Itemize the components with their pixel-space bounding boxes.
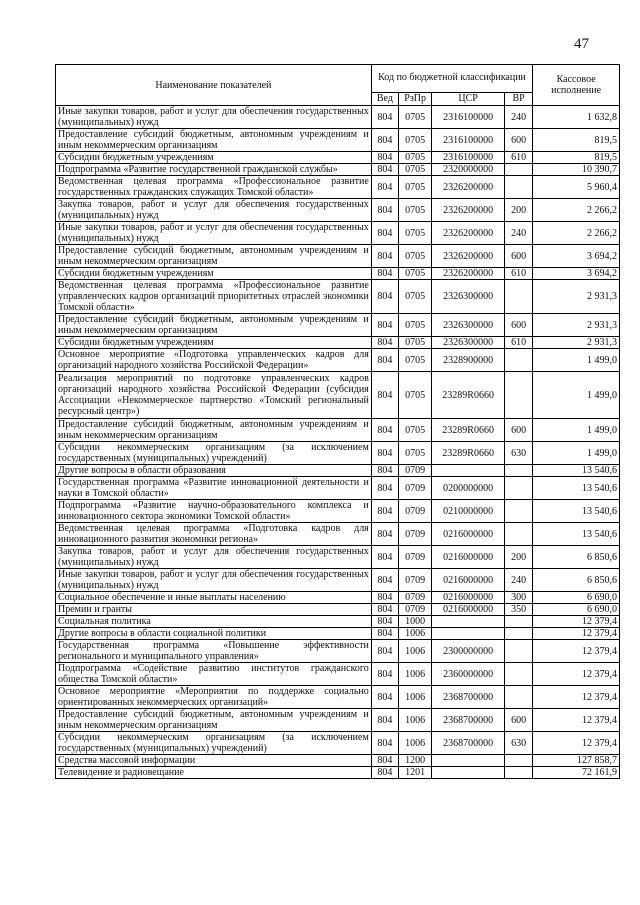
header-ved: Вед xyxy=(371,92,398,105)
row-ved: 804 xyxy=(371,592,398,604)
row-rzpr: 0709 xyxy=(399,592,432,604)
row-csr: 2326200000 xyxy=(432,245,505,268)
row-sum: 1 499,0 xyxy=(533,419,620,442)
row-name: Подпрограмма «Содействие развитию институтов гражданского общества Томской области» xyxy=(56,663,372,686)
row-rzpr: 0705 xyxy=(399,280,432,314)
row-sum: 1 499,0 xyxy=(533,442,620,465)
row-csr: 2328900000 xyxy=(432,349,505,372)
table-row xyxy=(56,732,620,755)
row-ved: 804 xyxy=(371,709,398,732)
row-name: Социальная политика xyxy=(56,616,372,628)
row-name: Подпрограмма «Развитие государственной гражданской службы» xyxy=(56,164,372,176)
row-name: Премии и гранты xyxy=(56,604,372,616)
header-name: Наименование показателей xyxy=(56,65,372,106)
row-vr: 240 xyxy=(504,222,532,245)
row-csr: 2368700000 xyxy=(432,686,505,709)
row-name: Субсидии бюджетным учреждениям xyxy=(56,268,372,280)
row-vr xyxy=(504,663,532,686)
row-ved: 804 xyxy=(371,523,398,546)
table-row xyxy=(56,616,620,628)
row-csr: 2360000000 xyxy=(432,663,505,686)
row-sum: 1 632,8 xyxy=(533,106,620,129)
row-csr: 2300000000 xyxy=(432,640,505,663)
row-name: Субсидии некоммерческим организациям (за исключением государственных (муниципальных) учреждений) xyxy=(56,442,372,465)
row-vr xyxy=(504,686,532,709)
table-row xyxy=(56,372,620,419)
row-csr: 2316100000 xyxy=(432,129,505,152)
table-row xyxy=(56,337,620,349)
row-sum: 5 960,4 xyxy=(533,176,620,199)
row-sum: 1 499,0 xyxy=(533,372,620,419)
row-sum: 2 266,2 xyxy=(533,222,620,245)
row-sum: 3 694,2 xyxy=(533,245,620,268)
page-number: 47 xyxy=(574,36,589,52)
row-ved: 804 xyxy=(371,349,398,372)
row-name: Предоставление субсидий бюджетным, автономным учреждениям и иным некоммерческим организациям xyxy=(56,419,372,442)
row-ved: 804 xyxy=(371,176,398,199)
row-ved: 804 xyxy=(371,546,398,569)
row-csr xyxy=(432,755,505,767)
row-name: Государственная программа «Повышение эффективности регионального и муниципального управления» xyxy=(56,640,372,663)
row-name: Предоставление субсидий бюджетным, автономным учреждениям и иным некоммерческим организациям xyxy=(56,129,372,152)
row-csr: 2326300000 xyxy=(432,337,505,349)
row-csr: 0216000000 xyxy=(432,546,505,569)
row-name: Иные закупки товаров, работ и услуг для обеспечения государственных (муниципальных) нужд xyxy=(56,222,372,245)
row-csr: 2326200000 xyxy=(432,222,505,245)
row-ved: 804 xyxy=(371,442,398,465)
row-sum: 12 379,4 xyxy=(533,709,620,732)
row-ved: 804 xyxy=(371,465,398,477)
row-csr: 2326200000 xyxy=(432,268,505,280)
row-name: Реализация мероприятий по подготовке управленческих кадров организаций народного хозяйства Российской Федерации (субсидия Ассоциации «Некоммерческое партнерство «Томский региональный ресурсный центр») xyxy=(56,372,372,419)
row-name: Закупка товаров, работ и услуг для обеспечения государственных (муниципальных) нужд xyxy=(56,199,372,222)
row-ved: 804 xyxy=(371,755,398,767)
table-row xyxy=(56,755,620,767)
row-vr: 200 xyxy=(504,199,532,222)
row-name: Субсидии бюджетным учреждениям xyxy=(56,152,372,164)
row-rzpr: 0705 xyxy=(399,106,432,129)
row-csr: 2316100000 xyxy=(432,152,505,164)
table-row xyxy=(56,152,620,164)
row-sum: 72 161,9 xyxy=(533,767,620,779)
table-row xyxy=(56,199,620,222)
row-vr xyxy=(504,767,532,779)
row-csr: 2326200000 xyxy=(432,176,505,199)
row-csr: 2320000000 xyxy=(432,164,505,176)
row-ved: 804 xyxy=(371,419,398,442)
table-row xyxy=(56,546,620,569)
row-ved: 804 xyxy=(371,268,398,280)
row-vr: 600 xyxy=(504,709,532,732)
row-rzpr: 0705 xyxy=(399,152,432,164)
row-ved: 804 xyxy=(371,686,398,709)
row-rzpr: 1006 xyxy=(399,628,432,640)
row-name: Субсидии бюджетным учреждениям xyxy=(56,337,372,349)
row-sum: 2 931,3 xyxy=(533,337,620,349)
table-row xyxy=(56,280,620,314)
row-vr xyxy=(504,616,532,628)
table-header xyxy=(56,65,620,106)
row-ved: 804 xyxy=(371,280,398,314)
row-ved: 804 xyxy=(371,616,398,628)
row-rzpr: 1201 xyxy=(399,767,432,779)
row-csr: 23289R0660 xyxy=(432,442,505,465)
row-rzpr: 1006 xyxy=(399,732,432,755)
row-ved: 804 xyxy=(371,604,398,616)
row-rzpr: 0705 xyxy=(399,199,432,222)
row-ved: 804 xyxy=(371,569,398,592)
table-row xyxy=(56,767,620,779)
table-row xyxy=(56,314,620,337)
row-name: Закупка товаров, работ и услуг для обеспечения государственных (муниципальных) нужд xyxy=(56,546,372,569)
row-vr: 610 xyxy=(504,152,532,164)
row-ved: 804 xyxy=(371,477,398,500)
row-vr xyxy=(504,755,532,767)
table-row xyxy=(56,349,620,372)
row-csr: 0216000000 xyxy=(432,604,505,616)
row-name: Основное мероприятие «Мероприятия по поддержке социально ориентированных некоммерческих организаций» xyxy=(56,686,372,709)
row-name: Предоставление субсидий бюджетным, автономным учреждениям и иным некоммерческим организациям xyxy=(56,314,372,337)
row-csr: 23289R0660 xyxy=(432,372,505,419)
table-row xyxy=(56,709,620,732)
row-vr: 300 xyxy=(504,592,532,604)
table-row xyxy=(56,569,620,592)
row-sum: 13 540,6 xyxy=(533,500,620,523)
table-row xyxy=(56,465,620,477)
row-csr: 0210000000 xyxy=(432,500,505,523)
row-vr: 630 xyxy=(504,442,532,465)
header-code-group: Код по бюджетной классификации xyxy=(371,65,532,93)
row-vr: 600 xyxy=(504,129,532,152)
row-sum: 13 540,6 xyxy=(533,465,620,477)
row-sum: 127 858,7 xyxy=(533,755,620,767)
row-sum: 3 694,2 xyxy=(533,268,620,280)
row-vr: 610 xyxy=(504,337,532,349)
table-row xyxy=(56,129,620,152)
row-name: Предоставление субсидий бюджетным, автономным учреждениям и иным некоммерческим организациям xyxy=(56,245,372,268)
row-rzpr: 0709 xyxy=(399,465,432,477)
row-rzpr: 0705 xyxy=(399,337,432,349)
table-row xyxy=(56,245,620,268)
row-rzpr: 0709 xyxy=(399,569,432,592)
row-csr: 0200000000 xyxy=(432,477,505,500)
row-name: Социальное обеспечение и иные выплаты населению xyxy=(56,592,372,604)
header-csr: ЦСР xyxy=(432,92,505,105)
table-row xyxy=(56,176,620,199)
row-csr: 2368700000 xyxy=(432,709,505,732)
row-csr: 2368700000 xyxy=(432,732,505,755)
row-rzpr: 0709 xyxy=(399,523,432,546)
row-vr xyxy=(504,280,532,314)
row-csr xyxy=(432,616,505,628)
row-rzpr: 0705 xyxy=(399,372,432,419)
row-sum: 2 931,3 xyxy=(533,280,620,314)
row-ved: 804 xyxy=(371,199,398,222)
row-rzpr: 0705 xyxy=(399,245,432,268)
row-sum: 1 499,0 xyxy=(533,349,620,372)
row-ved: 804 xyxy=(371,640,398,663)
row-vr: 610 xyxy=(504,268,532,280)
row-csr: 0216000000 xyxy=(432,592,505,604)
row-rzpr: 1006 xyxy=(399,640,432,663)
row-vr xyxy=(504,640,532,663)
row-vr: 240 xyxy=(504,569,532,592)
header-vr: ВР xyxy=(504,92,532,105)
row-ved: 804 xyxy=(371,129,398,152)
row-csr: 23289R0660 xyxy=(432,419,505,442)
row-vr xyxy=(504,523,532,546)
header-cash-execution: Кассовое исполнение xyxy=(533,65,620,106)
row-sum: 12 379,4 xyxy=(533,628,620,640)
table-row xyxy=(56,419,620,442)
table-row xyxy=(56,663,620,686)
row-sum: 12 379,4 xyxy=(533,640,620,663)
row-sum: 6 690,0 xyxy=(533,604,620,616)
table-row xyxy=(56,500,620,523)
row-rzpr: 1200 xyxy=(399,755,432,767)
row-rzpr: 0709 xyxy=(399,546,432,569)
row-vr: 600 xyxy=(504,314,532,337)
row-rzpr: 0705 xyxy=(399,442,432,465)
row-name: Предоставление субсидий бюджетным, автономным учреждениям и иным некоммерческим организациям xyxy=(56,709,372,732)
row-sum: 10 390,7 xyxy=(533,164,620,176)
row-sum: 6 690,0 xyxy=(533,592,620,604)
row-rzpr: 0705 xyxy=(399,268,432,280)
row-name: Ведомственная целевая программа «Подготовка кадров для инновационного развития экономики региона» xyxy=(56,523,372,546)
table-row xyxy=(56,164,620,176)
row-ved: 804 xyxy=(371,500,398,523)
row-rzpr: 1006 xyxy=(399,686,432,709)
row-rzpr: 1006 xyxy=(399,663,432,686)
row-rzpr: 0709 xyxy=(399,477,432,500)
table-row xyxy=(56,592,620,604)
row-rzpr: 0709 xyxy=(399,500,432,523)
row-rzpr: 0705 xyxy=(399,419,432,442)
row-rzpr: 0705 xyxy=(399,164,432,176)
row-vr xyxy=(504,349,532,372)
row-csr xyxy=(432,465,505,477)
table-row xyxy=(56,604,620,616)
row-name: Иные закупки товаров, работ и услуг для обеспечения государственных (муниципальных) нужд xyxy=(56,569,372,592)
row-csr xyxy=(432,767,505,779)
row-vr: 630 xyxy=(504,732,532,755)
row-ved: 804 xyxy=(371,245,398,268)
row-vr xyxy=(504,500,532,523)
row-csr: 2316100000 xyxy=(432,106,505,129)
row-rzpr: 0709 xyxy=(399,604,432,616)
row-rzpr: 0705 xyxy=(399,222,432,245)
row-csr: 0216000000 xyxy=(432,523,505,546)
table-row xyxy=(56,686,620,709)
row-rzpr: 0705 xyxy=(399,129,432,152)
row-sum: 819,5 xyxy=(533,152,620,164)
row-ved: 804 xyxy=(371,732,398,755)
row-sum: 6 850,6 xyxy=(533,546,620,569)
table-row xyxy=(56,477,620,500)
row-rzpr: 0705 xyxy=(399,349,432,372)
row-csr: 2326200000 xyxy=(432,199,505,222)
row-vr xyxy=(504,164,532,176)
table-row xyxy=(56,268,620,280)
table-row xyxy=(56,106,620,129)
row-name: Телевидение и радиовещание xyxy=(56,767,372,779)
row-vr: 600 xyxy=(504,245,532,268)
row-ved: 804 xyxy=(371,222,398,245)
budget-execution-table xyxy=(55,64,620,779)
table-row xyxy=(56,640,620,663)
row-ved: 804 xyxy=(371,337,398,349)
row-sum: 2 266,2 xyxy=(533,199,620,222)
table-row xyxy=(56,442,620,465)
row-sum: 6 850,6 xyxy=(533,569,620,592)
row-rzpr: 1000 xyxy=(399,616,432,628)
row-ved: 804 xyxy=(371,314,398,337)
row-name: Основное мероприятие «Подготовка управленческих кадров для организаций народного хозяйства Российской Федерации» xyxy=(56,349,372,372)
row-name: Другие вопросы в области социальной политики xyxy=(56,628,372,640)
row-ved: 804 xyxy=(371,164,398,176)
row-vr xyxy=(504,465,532,477)
row-name: Государственная программа «Развитие инновационной деятельности и науки в Томской области» xyxy=(56,477,372,500)
row-sum: 12 379,4 xyxy=(533,732,620,755)
row-rzpr: 1006 xyxy=(399,709,432,732)
row-rzpr: 0705 xyxy=(399,314,432,337)
row-csr xyxy=(432,628,505,640)
row-name: Средства массовой информации xyxy=(56,755,372,767)
row-csr: 2326300000 xyxy=(432,280,505,314)
row-ved: 804 xyxy=(371,372,398,419)
table-body xyxy=(56,106,620,779)
row-rzpr: 0705 xyxy=(399,176,432,199)
row-ved: 804 xyxy=(371,106,398,129)
row-ved: 804 xyxy=(371,767,398,779)
row-vr xyxy=(504,176,532,199)
row-sum: 12 379,4 xyxy=(533,663,620,686)
header-rzpr: РзПр xyxy=(399,92,432,105)
row-vr xyxy=(504,477,532,500)
row-name: Субсидии некоммерческим организациям (за исключением государственных (муниципальных) учреждений) xyxy=(56,732,372,755)
row-csr: 2326300000 xyxy=(432,314,505,337)
row-vr: 200 xyxy=(504,546,532,569)
row-sum: 12 379,4 xyxy=(533,686,620,709)
row-vr: 600 xyxy=(504,419,532,442)
row-csr: 0216000000 xyxy=(432,569,505,592)
row-name: Подпрограмма «Развитие научно-образовательного комплекса и инновационного сектора экономики Томской области» xyxy=(56,500,372,523)
row-vr: 350 xyxy=(504,604,532,616)
row-vr xyxy=(504,628,532,640)
row-sum: 12 379,4 xyxy=(533,616,620,628)
row-name: Другие вопросы в области образования xyxy=(56,465,372,477)
row-ved: 804 xyxy=(371,152,398,164)
table-row xyxy=(56,628,620,640)
row-sum: 13 540,6 xyxy=(533,523,620,546)
row-sum: 13 540,6 xyxy=(533,477,620,500)
row-vr xyxy=(504,372,532,419)
row-name: Иные закупки товаров, работ и услуг для обеспечения государственных (муниципальных) нужд xyxy=(56,106,372,129)
table-row xyxy=(56,523,620,546)
row-ved: 804 xyxy=(371,663,398,686)
table-row xyxy=(56,222,620,245)
row-ved: 804 xyxy=(371,628,398,640)
row-sum: 819,5 xyxy=(533,129,620,152)
row-name: Ведомственная целевая программа «Профессиональное развитие государственных гражданских служащих Томской области» xyxy=(56,176,372,199)
row-vr: 240 xyxy=(504,106,532,129)
row-name: Ведомственная целевая программа «Профессиональное развитие управленческих кадров организаций приоритетных отраслей экономики Томской области» xyxy=(56,280,372,314)
row-sum: 2 931,3 xyxy=(533,314,620,337)
